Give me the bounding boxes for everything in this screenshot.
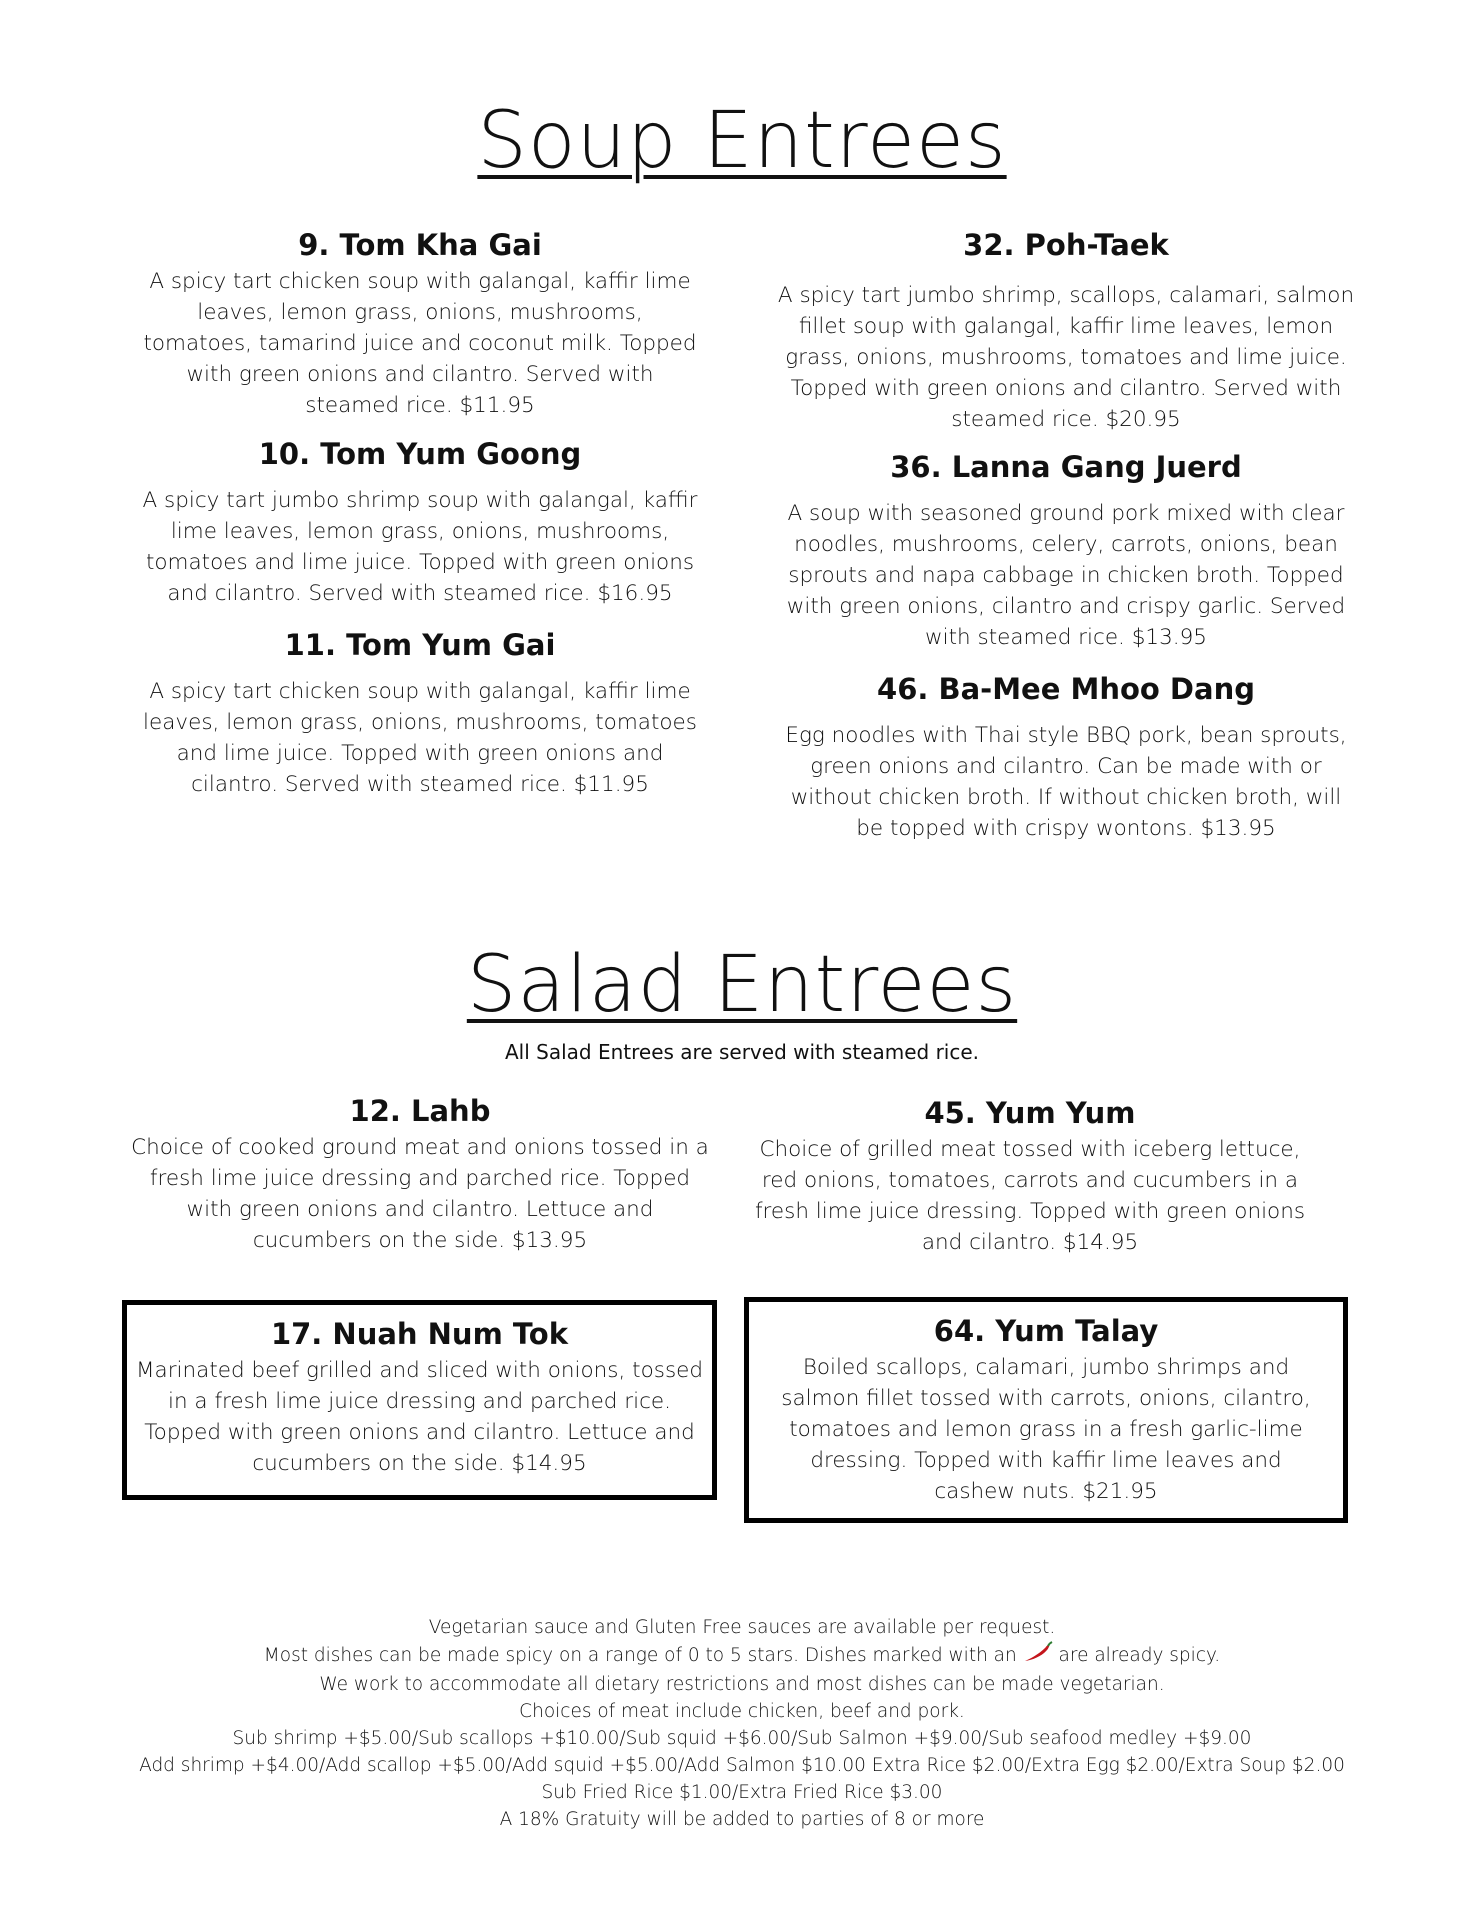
menu-item-tom-yum-goong bbox=[130, 437, 710, 609]
featured-item-nuah-num-tok bbox=[122, 1300, 717, 1500]
menu-item-tom-yum-gai bbox=[130, 628, 710, 800]
item-description: Boiled scallops, calamari, jumbo shrimps and salmon fillet tossed with carrots, onions, cilantro, tomatoes and lemon grass in a fresh garlic-lime dressing. Topped with kaffir lime leaves and cashew nuts. $21.95 bbox=[781, 1355, 1311, 1504]
item-description: Choice of cooked ground meat and onions tossed in a fresh lime juice dressing and parched rice. Topped with green onions and cilantro. Lettuce and cucumbers on the side. $13.95 bbox=[131, 1135, 709, 1253]
footer-line-fried-rice: Sub Fried Rice $1.00/Extra Fried Rice $3.00 bbox=[541, 1782, 943, 1803]
salad-subtitle: All Salad Entrees are served with steamed rice. bbox=[504, 1040, 980, 1064]
item-description: Egg noodles with Thai style BBQ pork, bean sprouts, green onions and cilantro. Can be made with or without chicken broth. If without chicken broth, will be topped with crispy wontons. $13.95 bbox=[785, 723, 1347, 841]
footer-line-meats: Choices of meat include chicken, beef and pork. bbox=[519, 1701, 965, 1722]
item-description: A spicy tart jumbo shrimp, scallops, calamari, salmon fillet soup with galangal, kaffir lime leaves, lemon grass, onions, mushrooms, tomatoes and lime juice. Topped with green onions and cilantro. Served with steamed rice. $20.95 bbox=[777, 283, 1355, 432]
menu-item-ba-mee-mhoo-dang bbox=[776, 672, 1356, 844]
item-name: 10. Tom Yum Goong bbox=[258, 437, 582, 471]
salad-entrees-title: Salad Entrees bbox=[466, 940, 1018, 1030]
item-name: 46. Ba-Mee Mhoo Dang bbox=[877, 672, 1255, 706]
item-description: Choice of grilled meat tossed with iceberg lettuce, red onions, tomatoes, carrots and cucumbers in a fresh lime juice dressing. Topped with green onions and cilantro. $14.95 bbox=[754, 1137, 1306, 1255]
item-description: Marinated beef grilled and sliced with onions, tossed in a fresh lime juice dressing and parched rice. Topped with green onions and cilantro. Lettuce and cucumbers on the side. $14.95 bbox=[135, 1358, 704, 1476]
item-description: A spicy tart chicken soup with galangal, kaffir lime leaves, lemon grass, onions, mushrooms, tomatoes, tamarind juice and coconut milk. Topped with green onions and cilantro. Served with steamed rice. $11.95 bbox=[143, 269, 697, 418]
menu-item-tom-kha-gai bbox=[130, 228, 710, 421]
footer-line-dietary: We work to accommodate all dietary restrictions and most dishes can be made vegetarian. bbox=[319, 1674, 1165, 1695]
menu-item-lahb bbox=[130, 1094, 710, 1256]
footer-line-spicy: Most dishes can be made spicy on a range of 0 to 5 stars. Dishes marked with an are already spicy. bbox=[0, 1641, 1484, 1671]
item-description: A spicy tart jumbo shrimp soup with galangal, kaffir lime leaves, lemon grass, onions, mushrooms, tomatoes and lime juice. Topped with green onions and cilantro. Served with steamed rice. $16.95 bbox=[142, 488, 698, 606]
soup-entrees-title: Soup Entrees bbox=[477, 96, 1007, 186]
item-name: 12. Lahb bbox=[349, 1094, 491, 1128]
chili-pepper-icon bbox=[1023, 1641, 1053, 1671]
footer-line-additions: Add shrimp +$4.00/Add scallop +$5.00/Add squid +$5.00/Add Salmon $10.00 Extra Rice $2.00/Extra Egg $2.00/Extra Soup $2.00 bbox=[139, 1755, 1345, 1776]
menu-item-poh-taek bbox=[776, 228, 1356, 435]
item-description: A spicy tart chicken soup with galangal, kaffir lime leaves, lemon grass, onions, mushrooms, tomatoes and lime juice. Topped with green onions and cilantro. Served with steamed rice. $11.95 bbox=[143, 679, 697, 797]
footer-line-substitutions: Sub shrimp +$5.00/Sub scallops +$10.00/Sub squid +$6.00/Sub Salmon +$9.00/Sub seafood medley +$9.00 bbox=[232, 1728, 1252, 1749]
item-name: 11. Tom Yum Gai bbox=[284, 628, 556, 662]
item-name: 45. Yum Yum bbox=[924, 1096, 1136, 1130]
item-name: 36. Lanna Gang Juerd bbox=[890, 450, 1242, 484]
item-name: 9. Tom Kha Gai bbox=[298, 228, 542, 262]
item-description: A soup with seasoned ground pork mixed with clear noodles, mushrooms, celery, carrots, onions, bean sprouts and napa cabbage in chicken broth. Topped with green onions, cilantro and crispy garlic. Served with steamed rice. $13.95 bbox=[786, 501, 1346, 650]
menu-item-lanna-gang-juerd bbox=[776, 450, 1356, 653]
item-name: 32. Poh-Taek bbox=[963, 228, 1169, 262]
menu-item-yum-yum bbox=[730, 1096, 1330, 1258]
footer-line-sauces: Vegetarian sauce and Gluten Free sauces are available per request. bbox=[428, 1617, 1056, 1638]
featured-item-yum-talay bbox=[744, 1297, 1348, 1523]
item-name: 17. Nuah Num Tok bbox=[270, 1317, 569, 1351]
menu-footer-notes bbox=[0, 1614, 1484, 1833]
footer-line-gratuity: A 18% Gratuity will be added to parties of 8 or more bbox=[499, 1809, 985, 1830]
item-name: 64. Yum Talay bbox=[933, 1314, 1159, 1348]
